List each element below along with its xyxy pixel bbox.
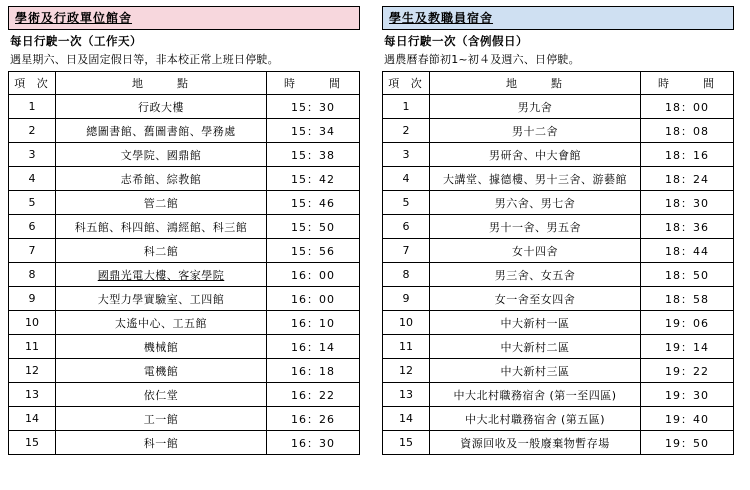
header-time: 時 間: [641, 72, 734, 95]
table-row: [9, 263, 360, 287]
row-time: 19：14: [641, 335, 734, 359]
row-time: 19：22: [641, 359, 734, 383]
right-table-body: [383, 95, 734, 455]
table-row: [383, 215, 734, 239]
row-place: 男研舍、中大會館: [430, 143, 641, 167]
row-time: 16：00: [267, 287, 360, 311]
table-row: [383, 191, 734, 215]
right-title: 學生及教職員宿舍: [389, 11, 494, 25]
row-time: 18：44: [641, 239, 734, 263]
table-row: [383, 119, 734, 143]
table-row: [383, 143, 734, 167]
row-time: 18：30: [641, 191, 734, 215]
table-row: [383, 407, 734, 431]
row-place: 資源回收及一般廢棄物暫存場: [430, 431, 641, 455]
table-row: [9, 335, 360, 359]
row-no: 9: [383, 287, 430, 311]
table-row: [9, 431, 360, 455]
table-row: [383, 335, 734, 359]
row-time: 16：22: [267, 383, 360, 407]
right-note: 遇農曆春節初1~初４及週六、日停駛。: [384, 53, 580, 66]
row-time: 16：30: [267, 431, 360, 455]
table-row: [383, 359, 734, 383]
table-row: [383, 431, 734, 455]
row-no: 6: [9, 215, 56, 239]
row-no: 8: [9, 263, 56, 287]
row-place: 男六舍、男七舍: [430, 191, 641, 215]
row-no: 13: [9, 383, 56, 407]
row-place: 男九舍: [430, 95, 641, 119]
row-time: 16：00: [267, 263, 360, 287]
row-time: 16：18: [267, 359, 360, 383]
row-place: 科一館: [56, 431, 267, 455]
right-title-bar: [382, 6, 734, 30]
right-schedule-table: [382, 71, 734, 455]
row-no: 1: [383, 95, 430, 119]
row-time: 18：00: [641, 95, 734, 119]
row-place: 女十四舍: [430, 239, 641, 263]
table-row: [9, 359, 360, 383]
row-no: 14: [9, 407, 56, 431]
row-time: 15：34: [267, 119, 360, 143]
row-time: 15：42: [267, 167, 360, 191]
right-panel: [382, 6, 734, 484]
table-header-row: [383, 72, 734, 95]
header-place: 地 點: [56, 72, 267, 95]
row-place: 中大北村職務宿舍 (第五區): [430, 407, 641, 431]
table-row: [383, 95, 734, 119]
row-no: 2: [9, 119, 56, 143]
row-time: 19：06: [641, 311, 734, 335]
left-note: 遇星期六、日及固定假日等，非本校正常上班日停駛。: [10, 53, 279, 66]
table-row: [383, 383, 734, 407]
row-time: 19：40: [641, 407, 734, 431]
row-no: 9: [9, 287, 56, 311]
row-no: 6: [383, 215, 430, 239]
row-place: 中大新村三區: [430, 359, 641, 383]
right-subtitle: 每日行駛一次（含例假日）: [384, 34, 528, 48]
table-row: [9, 383, 360, 407]
row-place: 國鼎光電大樓、客家學院: [56, 263, 267, 287]
table-row: [383, 287, 734, 311]
row-place: 男十二舍: [430, 119, 641, 143]
row-place: 科二館: [56, 239, 267, 263]
row-no: 11: [9, 335, 56, 359]
row-place: 機械館: [56, 335, 267, 359]
table-row: [383, 263, 734, 287]
header-time: 時 間: [267, 72, 360, 95]
table-row: [383, 311, 734, 335]
row-place: 女一舍至女四舍: [430, 287, 641, 311]
left-table-body: [9, 95, 360, 455]
row-time: 15：30: [267, 95, 360, 119]
row-place: 工一館: [56, 407, 267, 431]
row-time: 16：26: [267, 407, 360, 431]
row-time: 15：56: [267, 239, 360, 263]
table-row: [9, 311, 360, 335]
row-place: 電機館: [56, 359, 267, 383]
table-row: [9, 407, 360, 431]
table-row: [9, 191, 360, 215]
row-place: 大講堂、據德樓、男十三舍、游藝館: [430, 167, 641, 191]
row-place: 管二館: [56, 191, 267, 215]
row-place: 志希館、綜教館: [56, 167, 267, 191]
row-time: 18：16: [641, 143, 734, 167]
row-place: 太遙中心、工五館: [56, 311, 267, 335]
row-time: 15：50: [267, 215, 360, 239]
table-row: [9, 215, 360, 239]
header-place: 地 點: [430, 72, 641, 95]
row-no: 4: [383, 167, 430, 191]
row-no: 10: [9, 311, 56, 335]
row-place: 中大新村二區: [430, 335, 641, 359]
left-subtitle: 每日行駛一次（工作天）: [10, 34, 142, 48]
row-time: 19：50: [641, 431, 734, 455]
table-row: [383, 239, 734, 263]
row-no: 10: [383, 311, 430, 335]
row-place: 男三舍、女五舍: [430, 263, 641, 287]
row-time: 18：50: [641, 263, 734, 287]
header-no: 項 次: [383, 72, 430, 95]
row-time: 18：24: [641, 167, 734, 191]
row-place: 科五館、科四館、鴻經館、科三館: [56, 215, 267, 239]
row-no: 1: [9, 95, 56, 119]
row-time: 15：46: [267, 191, 360, 215]
row-no: 15: [9, 431, 56, 455]
row-no: 4: [9, 167, 56, 191]
row-no: 13: [383, 383, 430, 407]
table-row: [9, 143, 360, 167]
row-no: 5: [9, 191, 56, 215]
row-time: 19：30: [641, 383, 734, 407]
table-row: [9, 239, 360, 263]
row-no: 12: [383, 359, 430, 383]
row-place: 中大北村職務宿舍 (第一至四區): [430, 383, 641, 407]
row-time: 16：14: [267, 335, 360, 359]
row-place: 依仁堂: [56, 383, 267, 407]
row-time: 18：58: [641, 287, 734, 311]
row-no: 8: [383, 263, 430, 287]
row-place: 文學院、國鼎館: [56, 143, 267, 167]
row-no: 3: [383, 143, 430, 167]
row-time: 18：36: [641, 215, 734, 239]
row-no: 2: [383, 119, 430, 143]
row-no: 14: [383, 407, 430, 431]
row-no: 15: [383, 431, 430, 455]
left-title-bar: [8, 6, 360, 30]
table-header-row: [9, 72, 360, 95]
left-schedule-table: [8, 71, 360, 455]
table-row: [383, 167, 734, 191]
table-row: [9, 167, 360, 191]
left-panel: [8, 6, 360, 484]
row-place: 大型力學實驗室、工四館: [56, 287, 267, 311]
row-no: 3: [9, 143, 56, 167]
row-no: 7: [9, 239, 56, 263]
row-time: 16：10: [267, 311, 360, 335]
table-row: [9, 95, 360, 119]
row-place: 中大新村一區: [430, 311, 641, 335]
row-no: 11: [383, 335, 430, 359]
row-time: 15：38: [267, 143, 360, 167]
row-no: 12: [9, 359, 56, 383]
row-no: 5: [383, 191, 430, 215]
table-row: [9, 119, 360, 143]
row-no: 7: [383, 239, 430, 263]
row-time: 18：08: [641, 119, 734, 143]
row-place: 行政大樓: [56, 95, 267, 119]
row-place: 總圖書館、舊圖書館、學務處: [56, 119, 267, 143]
header-no: 項 次: [9, 72, 56, 95]
left-title: 學術及行政單位館舍: [15, 11, 133, 25]
row-place: 男十一舍、男五舍: [430, 215, 641, 239]
table-row: [9, 287, 360, 311]
